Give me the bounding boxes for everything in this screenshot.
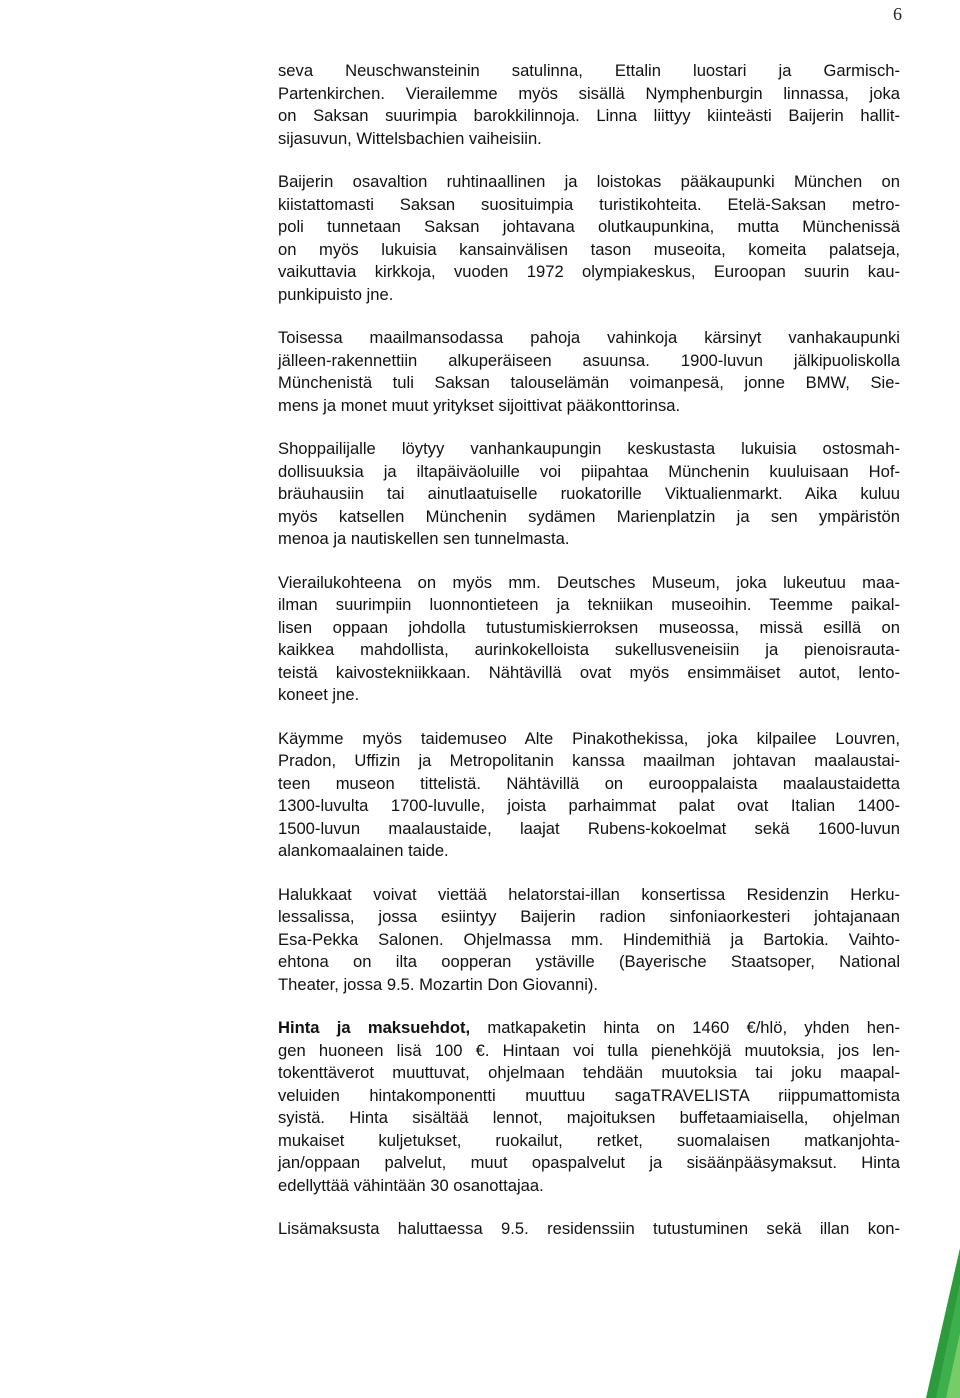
page-number: 6 — [893, 4, 902, 24]
text-line: tokenttäverot muuttuvat, ohjelmaan tehdään muutoksia tai joku maapal- — [278, 1063, 900, 1082]
text-line: jälleen-rakennettiin alkuperäiseen asuunsa. 1900-luvun jälkipuoliskolla — [278, 350, 900, 370]
text-line: koneet jne. — [278, 685, 360, 704]
text-line: sijasuvun, Wittelsbachien vaiheisiin. — [278, 128, 542, 148]
text-line: Shoppailijalle löytyy vanhankaupungin keskustasta lukuisia ostosmah- — [278, 439, 900, 458]
text-line: Partenkirchen. Vierailemme myös sisällä Nymphenburgin linnassa, joka — [278, 83, 900, 103]
paragraph-concert — [278, 884, 900, 997]
text-line: 1500-luvun maalaustaide, laajat Rubens-kokoelmat sekä 1600-luvun — [278, 818, 900, 838]
text-line: Esa-Pekka Salonen. Ohjelmassa mm. Hindemithiä ja Bartokia. Vaihto- — [278, 929, 900, 949]
text-line: vaikuttavia kirkkoja, vuoden 1972 olympiakeskus, Euroopan suurin kau- — [278, 262, 900, 281]
paragraph-castles — [278, 60, 900, 150]
paragraph-munchen — [278, 171, 900, 306]
text-line: poli tunnetaan Saksan johtavana olutkaupunkina, mutta Münchenissä — [278, 217, 900, 236]
text-line: mukaiset kuljetukset, ruokailut, retket, suomalaisen matkanjohta- — [278, 1130, 900, 1150]
text-line: myös katsellen Münchenin sydämen Marienplatzin ja sen ympäristön — [278, 506, 900, 526]
paragraph-price-terms — [278, 1017, 900, 1197]
text-line: menoa ja nautiskellen sen tunnelmasta. — [278, 529, 570, 548]
text-line: Theater, jossa 9.5. Mozartin Don Giovanni). — [278, 974, 599, 994]
paragraph-history — [278, 327, 900, 417]
text-line: on Saksan suurimpia barokkilinnoja. Linna liittyy kiinteästi Baijerin hallit- — [278, 106, 900, 125]
text-line: Lisämaksusta haluttaessa 9.5. residenssiin tutustuminen sekä illan kon- — [278, 1219, 900, 1238]
text-line: veluiden hintakomponentti muuttuu sagaTRAVELISTA riippumattomista — [278, 1085, 900, 1105]
text-line: ehtona on ilta oopperan ystäville (Bayerische Staatsoper, National — [278, 952, 900, 971]
green-triangle-logo-icon — [920, 1248, 960, 1398]
text-line: lisen oppaan johdolla tutustumiskierroksen museossa, missä esillä on — [278, 617, 900, 637]
paragraph-deutsches-museum — [278, 572, 900, 707]
text-line — [278, 1017, 900, 1040]
document-body — [278, 60, 900, 1262]
text-line: syistä. Hinta sisältää lennot, majoituksen buffetaamiaisella, ohjelman — [278, 1108, 900, 1127]
paragraph-alte-pinakothek — [278, 728, 900, 863]
text-line: dollisuuksia ja iltapäiväoluille voi piipahtaa Münchenin kuuluisaan Hof- — [278, 461, 900, 481]
text-line: teistä kaivostekniikkaan. Nähtävillä ovat myös ensimmäiset autot, lento- — [278, 662, 900, 682]
text-line: kiistattomasti Saksan suosituimpia turistikohteita. Etelä-Saksan metro- — [278, 194, 900, 214]
text-line: bräuhausiin tai ainutlaatuiselle ruokatorille Viktualienmarkt. Aika kuluu — [278, 484, 900, 503]
text-line: Münchenistä tuli Saksan talouselämän voimanpesä, jonne BMW, Sie- — [278, 373, 900, 392]
text-line: Baijerin osavaltion ruhtinaallinen ja loistokas pääkaupunki München on — [278, 172, 900, 191]
paragraph-extra-fee — [278, 1218, 900, 1241]
text-line: Halukkaat voivat viettää helatorstai-illan konsertissa Residenzin Herku- — [278, 884, 900, 904]
text-line: mens ja monet muut yritykset sijoittivat pääkonttorinsa. — [278, 395, 681, 415]
text-line: gen huoneen lisä 100 €. Hintaan voi tulla pienehköjä muutoksia, jos len- — [278, 1040, 900, 1060]
text-line: kaikkea mahdollista, aurinkokelloista sukellusveneisiin ja pienoisrauta- — [278, 640, 900, 659]
text-line: Pradon, Uffizin ja Metropolitanin kanssa maailman johtavan maalaustai- — [278, 751, 900, 770]
text-line: lessalissa, jossa esiintyy Baijerin radion sinfoniaorkesteri johtajanaan — [278, 907, 900, 926]
text-line: edellyttää vähintään 30 osanottajaa. — [278, 1175, 544, 1195]
text-line: ilman suurimpiin luonnontieteen ja tekniikan museoihin. Teemme paikal- — [278, 595, 900, 614]
text-line: punkipuisto jne. — [278, 284, 394, 304]
paragraph-shopping — [278, 438, 900, 551]
text-line: teen museon tittelistä. Nähtävillä on eurooppalaista maalaustaidetta — [278, 773, 900, 793]
text-line: on myös lukuisia kansainvälisen tason museoita, komeita palatseja, — [278, 239, 900, 259]
text-line: Toisessa maailmansodassa pahoja vahinkoja kärsinyt vanhakaupunki — [278, 328, 900, 347]
text-line: jan/oppaan palvelut, muut opaspalvelut ja sisäänpääsymaksut. Hinta — [278, 1153, 900, 1172]
price-terms-heading: Hinta ja maksuehdot, — [278, 1018, 471, 1037]
price-terms-first-line: matkapaketin hinta on 1460 €/hlö, yhden hen- — [470, 1018, 900, 1037]
text-line: 1300-luvulta 1700-luvulle, joista parhaimmat palat ovat Italian 1400- — [278, 796, 900, 815]
text-line: Vierailukohteena on myös mm. Deutsches Museum, joka lukeutuu maa- — [278, 572, 900, 592]
text-line: Käymme myös taidemuseo Alte Pinakothekissa, joka kilpailee Louvren, — [278, 728, 900, 748]
text-line: alankomaalainen taide. — [278, 841, 449, 860]
text-line: seva Neuschwansteinin satulinna, Ettalin luostari ja Garmisch- — [278, 61, 900, 80]
